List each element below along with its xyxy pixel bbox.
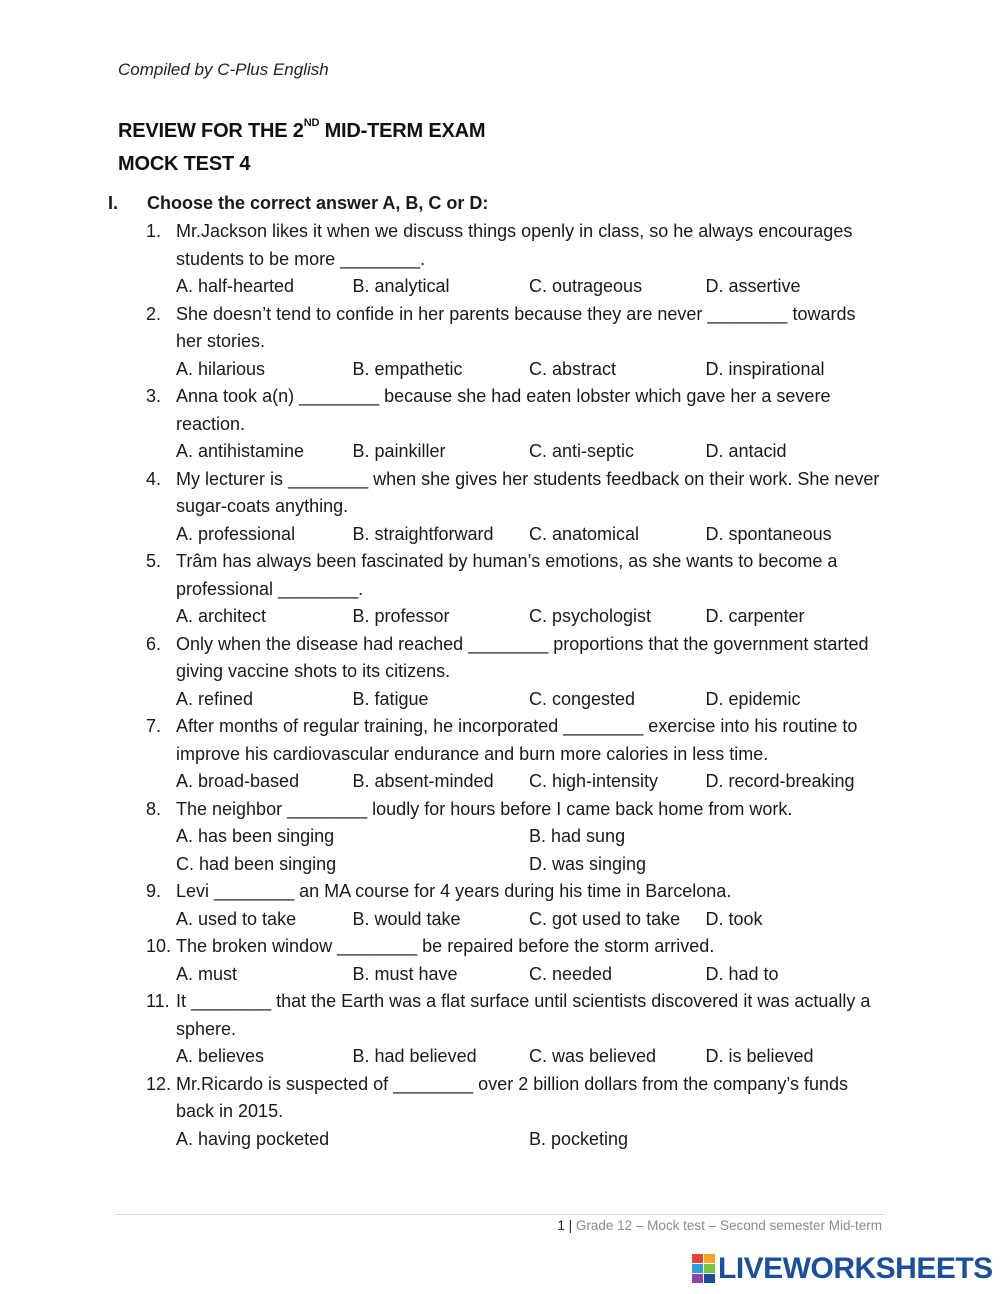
answer-option[interactable]: A. used to take — [176, 908, 297, 929]
question-text: My lecturer is ________ when she gives her students feedback on their work. She never sugar-coats anything. — [176, 468, 880, 516]
question-text: Only when the disease had reached ________ proportions that the government started giving vaccine shots to its citizens. — [176, 633, 869, 681]
answer-options — [146, 1043, 886, 1071]
question-stem — [146, 301, 886, 356]
answer-option[interactable]: A. half-hearted — [176, 276, 295, 296]
question-number: 4. — [146, 468, 162, 489]
question-text: The broken window ________ be repaired before the storm arrived. — [176, 936, 715, 956]
question-stem — [146, 988, 886, 1043]
page-number: 1 — [557, 1218, 565, 1233]
title-superscript: ND — [303, 117, 320, 129]
answer-option[interactable]: C. high-intensity — [529, 771, 659, 791]
question-number: 12. — [146, 1073, 172, 1094]
answer-option[interactable]: A. refined — [176, 688, 254, 709]
question-item — [146, 713, 886, 796]
question-text: Mr.Ricardo is suspected of ________ over 2 billion dollars from the company’s funds back in 2015. — [176, 1073, 849, 1121]
answer-option[interactable]: C. had been singing — [176, 853, 337, 874]
question-stem — [146, 383, 886, 438]
answer-option[interactable]: B. absent-minded — [352, 771, 494, 791]
question-text: After months of regular training, he incorporated ________ exercise into his routine to improve his cardiovascular endurance and burn more calories in less time. — [176, 716, 858, 764]
answer-option[interactable]: A. must — [176, 963, 238, 984]
answer-option[interactable]: C. got used to take — [529, 908, 681, 929]
answer-option[interactable]: B. would take — [352, 908, 461, 929]
answer-options — [146, 273, 886, 301]
question-number: 5. — [146, 551, 162, 571]
question-number: 10. — [146, 936, 172, 956]
question-item — [146, 218, 886, 301]
compiled-by: Compiled by C-Plus English — [118, 60, 329, 79]
question-text: She doesn’t tend to confide in her parents because they are never ________ towards her stories. — [176, 303, 856, 351]
answer-option[interactable]: A. hilarious — [176, 358, 266, 379]
answer-option[interactable]: A. believes — [176, 1046, 265, 1066]
answer-option[interactable]: C. outrageous — [529, 276, 643, 296]
section-numeral: I. — [108, 193, 119, 213]
answer-option[interactable]: D. carpenter — [705, 606, 805, 626]
question-number: 6. — [146, 633, 162, 654]
answer-options — [146, 823, 886, 851]
answer-option[interactable]: B. painkiller — [352, 441, 446, 461]
answer-option[interactable]: D. was singing — [529, 853, 647, 874]
answer-option[interactable]: C. was believed — [529, 1046, 657, 1066]
question-text: Anna took a(n) ________ because she had eaten lobster which gave her a severe reaction. — [176, 386, 831, 434]
question-number: 3. — [146, 386, 162, 406]
answer-option[interactable]: C. needed — [529, 963, 613, 984]
answer-option[interactable]: B. pocketing — [529, 1128, 629, 1149]
liveworksheets-logo-icon — [692, 1254, 716, 1284]
answer-option[interactable]: C. congested — [529, 688, 636, 709]
answer-options — [146, 1126, 886, 1154]
page-title — [118, 117, 486, 143]
answer-option[interactable]: A. broad-based — [176, 771, 300, 791]
question-item — [146, 933, 886, 988]
question-item — [146, 466, 886, 549]
question-stem — [146, 1071, 886, 1126]
question-text: The neighbor ________ loudly for hours before I came back home from work. — [176, 798, 793, 819]
brand-name: LIVEWORKSHEETS — [718, 1252, 993, 1285]
question-stem — [146, 218, 886, 273]
section-instruction: Choose the correct answer A, B, C or D: — [147, 193, 489, 213]
question-number: 11. — [146, 991, 170, 1011]
answer-options — [146, 851, 886, 879]
question-number: 8. — [146, 798, 162, 819]
answer-options — [146, 768, 886, 796]
answer-option[interactable]: C. abstract — [529, 358, 617, 379]
answer-option[interactable]: D. inspirational — [705, 358, 825, 379]
answer-options — [146, 438, 886, 466]
answer-option[interactable]: D. had to — [705, 963, 779, 984]
answer-options — [146, 906, 886, 934]
question-stem — [146, 713, 886, 768]
answer-option[interactable]: B. must have — [352, 963, 458, 984]
answer-option[interactable]: B. empathetic — [352, 358, 463, 379]
section-heading — [108, 193, 488, 214]
page-subtitle: MOCK TEST 4 — [118, 153, 251, 175]
answer-option[interactable]: D. took — [705, 908, 763, 929]
question-list — [146, 218, 886, 1153]
question-item — [146, 631, 886, 714]
question-item — [146, 988, 886, 1071]
answer-option[interactable]: D. record-breaking — [705, 771, 855, 791]
liveworksheets-brand — [692, 1252, 993, 1286]
page-footer — [557, 1218, 882, 1233]
question-stem — [146, 466, 886, 521]
question-text: Mr.Jackson likes it when we discuss things openly in class, so he always encourages students to be more ________. — [176, 221, 853, 269]
question-item — [146, 301, 886, 384]
question-number: 7. — [146, 716, 162, 736]
answer-option[interactable]: B. had believed — [352, 1046, 477, 1066]
answer-option[interactable]: B. had sung — [529, 826, 626, 846]
answer-option[interactable]: B. professor — [352, 606, 450, 626]
question-item — [146, 796, 886, 879]
answer-options — [146, 356, 886, 384]
question-number: 2. — [146, 303, 162, 324]
footer-divider — [115, 1214, 885, 1215]
answer-option[interactable]: C. psychologist — [529, 606, 652, 626]
answer-option[interactable]: B. analytical — [352, 276, 450, 296]
title-suffix: MID-TERM EXAM — [319, 120, 486, 142]
answer-option[interactable]: D. spontaneous — [705, 523, 832, 544]
question-number: 1. — [146, 221, 162, 241]
question-item — [146, 878, 886, 933]
answer-option[interactable]: C. anatomical — [529, 523, 640, 544]
answer-options — [146, 961, 886, 989]
question-stem — [146, 796, 886, 824]
answer-option[interactable]: D. is believed — [705, 1046, 814, 1066]
question-text: Trâm has always been fascinated by human’s emotions, as she wants to become a professional ________. — [176, 551, 838, 599]
answer-option[interactable]: D. assertive — [705, 276, 801, 296]
answer-option[interactable]: D. epidemic — [705, 688, 801, 709]
answer-option[interactable]: A. antihistamine — [176, 441, 305, 461]
answer-option[interactable]: A. having pocketed — [176, 1128, 330, 1149]
answer-options — [146, 686, 886, 714]
footer-separator: | — [564, 1218, 576, 1233]
question-number: 9. — [146, 881, 162, 901]
answer-option[interactable]: A. architect — [176, 606, 267, 626]
answer-option[interactable]: B. fatigue — [352, 688, 429, 709]
question-item — [146, 548, 886, 631]
footer-description: Grade 12 – Mock test – Second semester Mid-term — [575, 1218, 882, 1233]
answer-options — [146, 603, 886, 631]
question-item — [146, 1071, 886, 1154]
answer-option[interactable]: D. antacid — [705, 441, 787, 461]
answer-options — [146, 521, 886, 549]
question-item — [146, 383, 886, 466]
answer-option[interactable]: A. professional — [176, 523, 296, 544]
question-stem — [146, 548, 886, 603]
question-stem — [146, 933, 886, 961]
question-stem — [146, 631, 886, 686]
question-text: It ________ that the Earth was a flat surface until scientists discovered it was actually a sphere. — [176, 991, 871, 1039]
answer-option[interactable]: B. straightforward — [352, 523, 494, 544]
title-prefix: REVIEW FOR THE 2 — [118, 120, 304, 142]
question-text: Levi ________ an MA course for 4 years during his time in Barcelona. — [176, 881, 732, 901]
question-stem — [146, 878, 886, 906]
answer-option[interactable]: A. has been singing — [176, 826, 335, 846]
answer-option[interactable]: C. anti-septic — [529, 441, 635, 461]
